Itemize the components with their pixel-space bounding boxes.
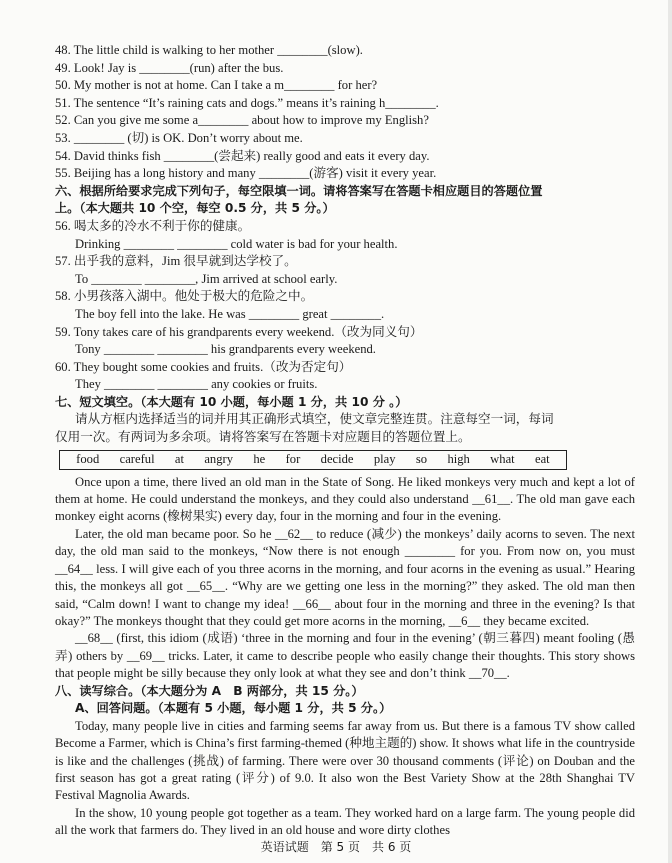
scan-edge [668,0,672,863]
cloze-paragraph-3: __68__ (first, this idiom (成语) ‘three in the morning and four in the evening’ (朝三暮四) meant fooling (愚弄) others by __69__ tricks. Later, it came to describe people who easily change their thoughts. This story shows that people might be silly because they only look at what they see and don’t think __70__. [55,631,635,681]
section-8-title: 八、读写综合。（本大题分为 A B 两部分，共 15 分。） [55,683,364,698]
section-6-title: 六、根据所给要求完成下列句子，每空限填一词。请将答案写在答题卡相应题目的答题位置 [55,183,543,198]
question-53: 53. ________ (切) is OK. Don’t worry about me. [55,130,303,145]
question-58-blank: The boy fell into the lake. He was ________ great ________. [75,306,385,321]
section-7-instructions-cont: 仅用一次。有两词为多余项。请将答案写在答题卡对应题目的答题位置上。 [55,430,471,445]
word-bank-item: food [76,451,100,466]
question-57: 57. 出乎我的意料，Jim 很早就到达学校了。 [55,254,297,269]
word-bank-item: what [490,451,515,466]
word-bank-item: high [447,451,470,466]
reading-paragraph-2: In the show, 10 young people got together as a team. They worked hard on a large farm. The young people did all the work that farmers do. They lived in an old house and wore dirty clothes [55,805,635,838]
question-56-blank: Drinking ________ ________ cold water is bad for your health. [75,236,398,251]
question-58: 58. 小男孩落入湖中。他处于极大的危险之中。 [55,289,314,304]
question-59: 59. Tony takes care of his grandparents every weekend.（改为同义句） [55,324,423,339]
section-8-part-a: A、回答问题。（本题有 5 小题，每小题 1 分，共 5 分。） [75,701,392,716]
word-bank-item: so [415,451,428,466]
reading-paragraph-1: Today, many people live in cities and farming seems far away from us. But there is a famous TV show called Become a Farmer, which is China’s first farming-themed (种地主题的) show. It shows what life in the countryside is like and the challenges (挑战) of farming. There were over 30 thousand comments (评论) on Douban and the first season has got a great rating (评分) of 9.0. It also won the Best Variety Show at the 28th Shanghai TV Festival Magnolia Awards. [55,718,635,803]
section-7-title: 七、短文填空。（本大题有 10 小题，每小题 1 分，共 10 分 。） [55,394,408,409]
page-content [55,42,635,840]
question-59-blank: Tony ________ ________ his grandparents every weekend. [75,342,376,357]
word-bank-item: at [174,451,184,466]
question-52: 52. Can you give me some a________ about how to improve my English? [55,113,429,128]
question-57-blank: To ________ ________, Jim arrived at school early. [75,271,338,286]
question-51: 51. The sentence “It’s raining cats and dogs.” means it’s raining h________. [55,95,439,110]
section-7-instructions: 请从方框内选择适当的词并用其正确形式填空，使文章完整连贯。注意每空一词，每词 [75,412,554,427]
word-bank-item: eat [535,451,550,466]
question-50: 50. My mother is not at home. Can I take a m________ for her? [55,78,378,93]
word-bank [59,450,567,470]
question-60-blank: They ________ ________ any cookies or fruits. [75,377,318,392]
cloze-paragraph-2: Later, the old man became poor. So he __62__ to reduce (减少) the monkeys’ daily acorns to seven. The next day, the old man said to the monkeys, “Now there is not enough ________ for you. From now on, you must __64__ less. I will give each of you three acorns in the morning, and four acorns in the evening as usual.” Hearing this, the monkeys all got __65__. “Why are we getting one less in the morning?” they asked. The old man then said, “Calm down! I want to change my idea! __66__ about four in the morning and three in the evening? Is that okay?” The monkeys thought that they could get more acorns in the morning, __6__ they became excited. [55,526,635,628]
section-6 [55,183,635,394]
word-bank-item: he [253,451,266,466]
section-8 [55,683,635,840]
word-bank-item: angry [204,451,234,466]
word-bank-item: decide [320,451,354,466]
word-form-questions [55,42,635,183]
word-bank-item: for [285,451,301,466]
section-7 [55,394,635,683]
question-49: 49. Look! Jay is ________(run) after the bus. [55,60,284,75]
word-bank-item: careful [119,451,155,466]
word-bank-item: play [373,451,396,466]
question-60: 60. They bought some cookies and fruits.（改为否定句） [55,359,352,374]
cloze-paragraph-1: Once upon a time, there lived an old man in the State of Song. He liked monkeys very much and kept a lot of them at home. He could understand the monkeys, and they could also understand __61__. The old man gave each monkey eight acorns (橡树果实) every day, four in the morning and four in the evening. [55,474,635,524]
question-54: 54. David thinks fish ________(尝起来) really good and eats it every day. [55,148,430,163]
section-6-title-cont: 上。（本大题共 10 个空，每空 0.5 分，共 5 分。） [55,201,335,216]
question-48: 48. The little child is walking to her mother ________(slow). [55,43,363,57]
page-footer: 英语试题 第 5 页 共 6 页 [260,840,412,854]
question-55: 55. Beijing has a long history and many ________(游客) visit it every year. [55,166,437,181]
question-56: 56. 喝太多的冷水不利于你的健康。 [55,218,251,233]
